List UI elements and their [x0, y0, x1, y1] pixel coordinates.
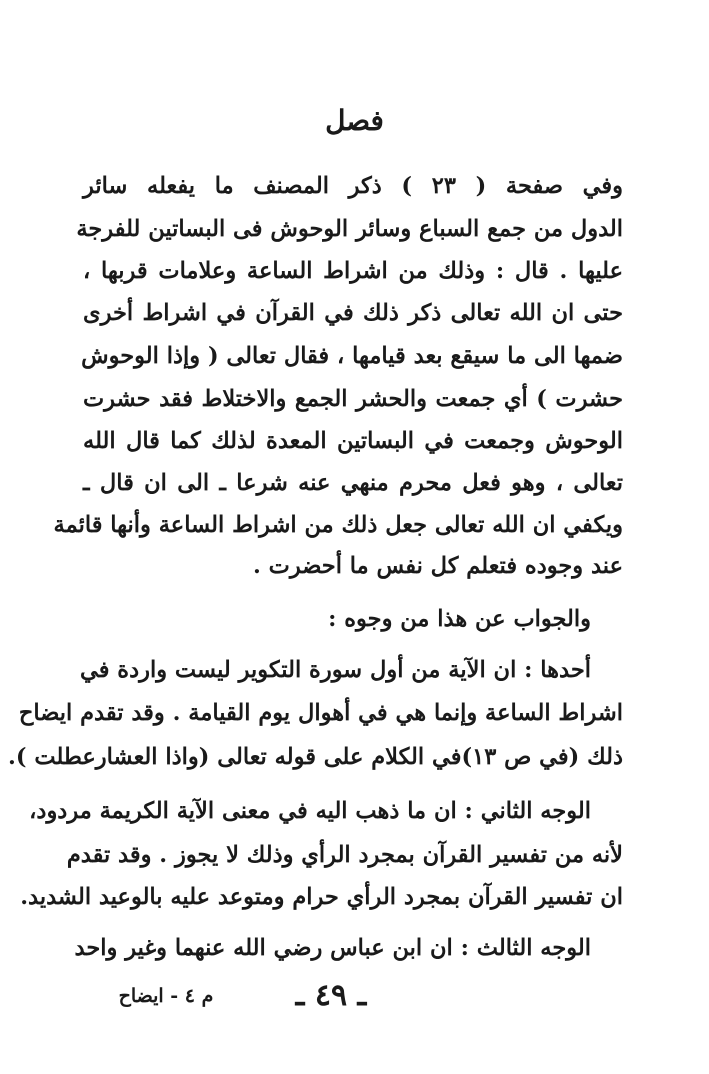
text-line-14: ذلك (في ص ١٣)في الكلام على قوله تعالى (واذا العشارعطلت ).: [8, 744, 623, 770]
text-line-1: وفي صفحة ( ٢٣ ) ذكر المصنف ما يفعله سائر: [83, 173, 623, 199]
text-line-3: عليها . قال : وذلك من اشراط الساعة وعلامات قربها ،: [83, 258, 623, 284]
text-line-17: ان تفسير القرآن بمجرد الرأي حرام ومتوعد عليه بالوعيد الشديد.: [20, 884, 623, 910]
text-line-13: اشراط الساعة وإنما هي في أهوال يوم القيامة . وقد تقدم ايضاح: [18, 700, 623, 726]
text-line-12: أحدها : ان الآية من أول سورة التكوير ليست واردة في: [79, 657, 591, 683]
signature-mark: م ٤ - ايضاح: [118, 985, 214, 1007]
page-number: ـ ٤٩ ـ: [295, 978, 367, 1013]
text-line-11: والجواب عن هذا من وجوه :: [328, 606, 591, 632]
text-line-2: الدول من جمع السباع وسائر الوحوش فى البساتين للفرجة: [76, 216, 623, 242]
text-line-18: الوجه الثالث : ان ابن عباس رضي الله عنهما وغير واحد: [74, 935, 591, 961]
text-line-16: لأنه من تفسير القرآن بمجرد الرأي وذلك لا يجوز . وقد تقدم: [66, 842, 623, 868]
text-line-7: الوحوش وجمعت في البساتين المعدة لذلك كما قال الله: [83, 428, 623, 454]
text-line-4: حتى ان الله تعالى ذكر ذلك في القرآن في اشراط أخرى: [83, 300, 623, 326]
text-line-15: الوجه الثاني : ان ما ذهب اليه في معنى الآية الكريمة مردود،: [29, 798, 591, 824]
text-line-10: عند وجوده فتعلم كل نفس ما أحضرت .: [253, 553, 623, 579]
text-line-9: ويكفي ان الله تعالى جعل ذلك من اشراط الساعة وأنها قائمة: [53, 512, 623, 538]
section-heading: فصل: [325, 104, 384, 137]
text-line-5: ضمها الى ما سيقع بعد قيامها ، فقال تعالى ( وإذا الوحوش: [81, 343, 623, 369]
text-line-6: حشرت ) أي جمعت والحشر الجمع والاختلاط فقد حشرت: [83, 386, 623, 412]
text-line-8: تعالى ، وهو فعل محرم منهي عنه شرعا ـ الى ان قال ـ: [83, 470, 623, 496]
